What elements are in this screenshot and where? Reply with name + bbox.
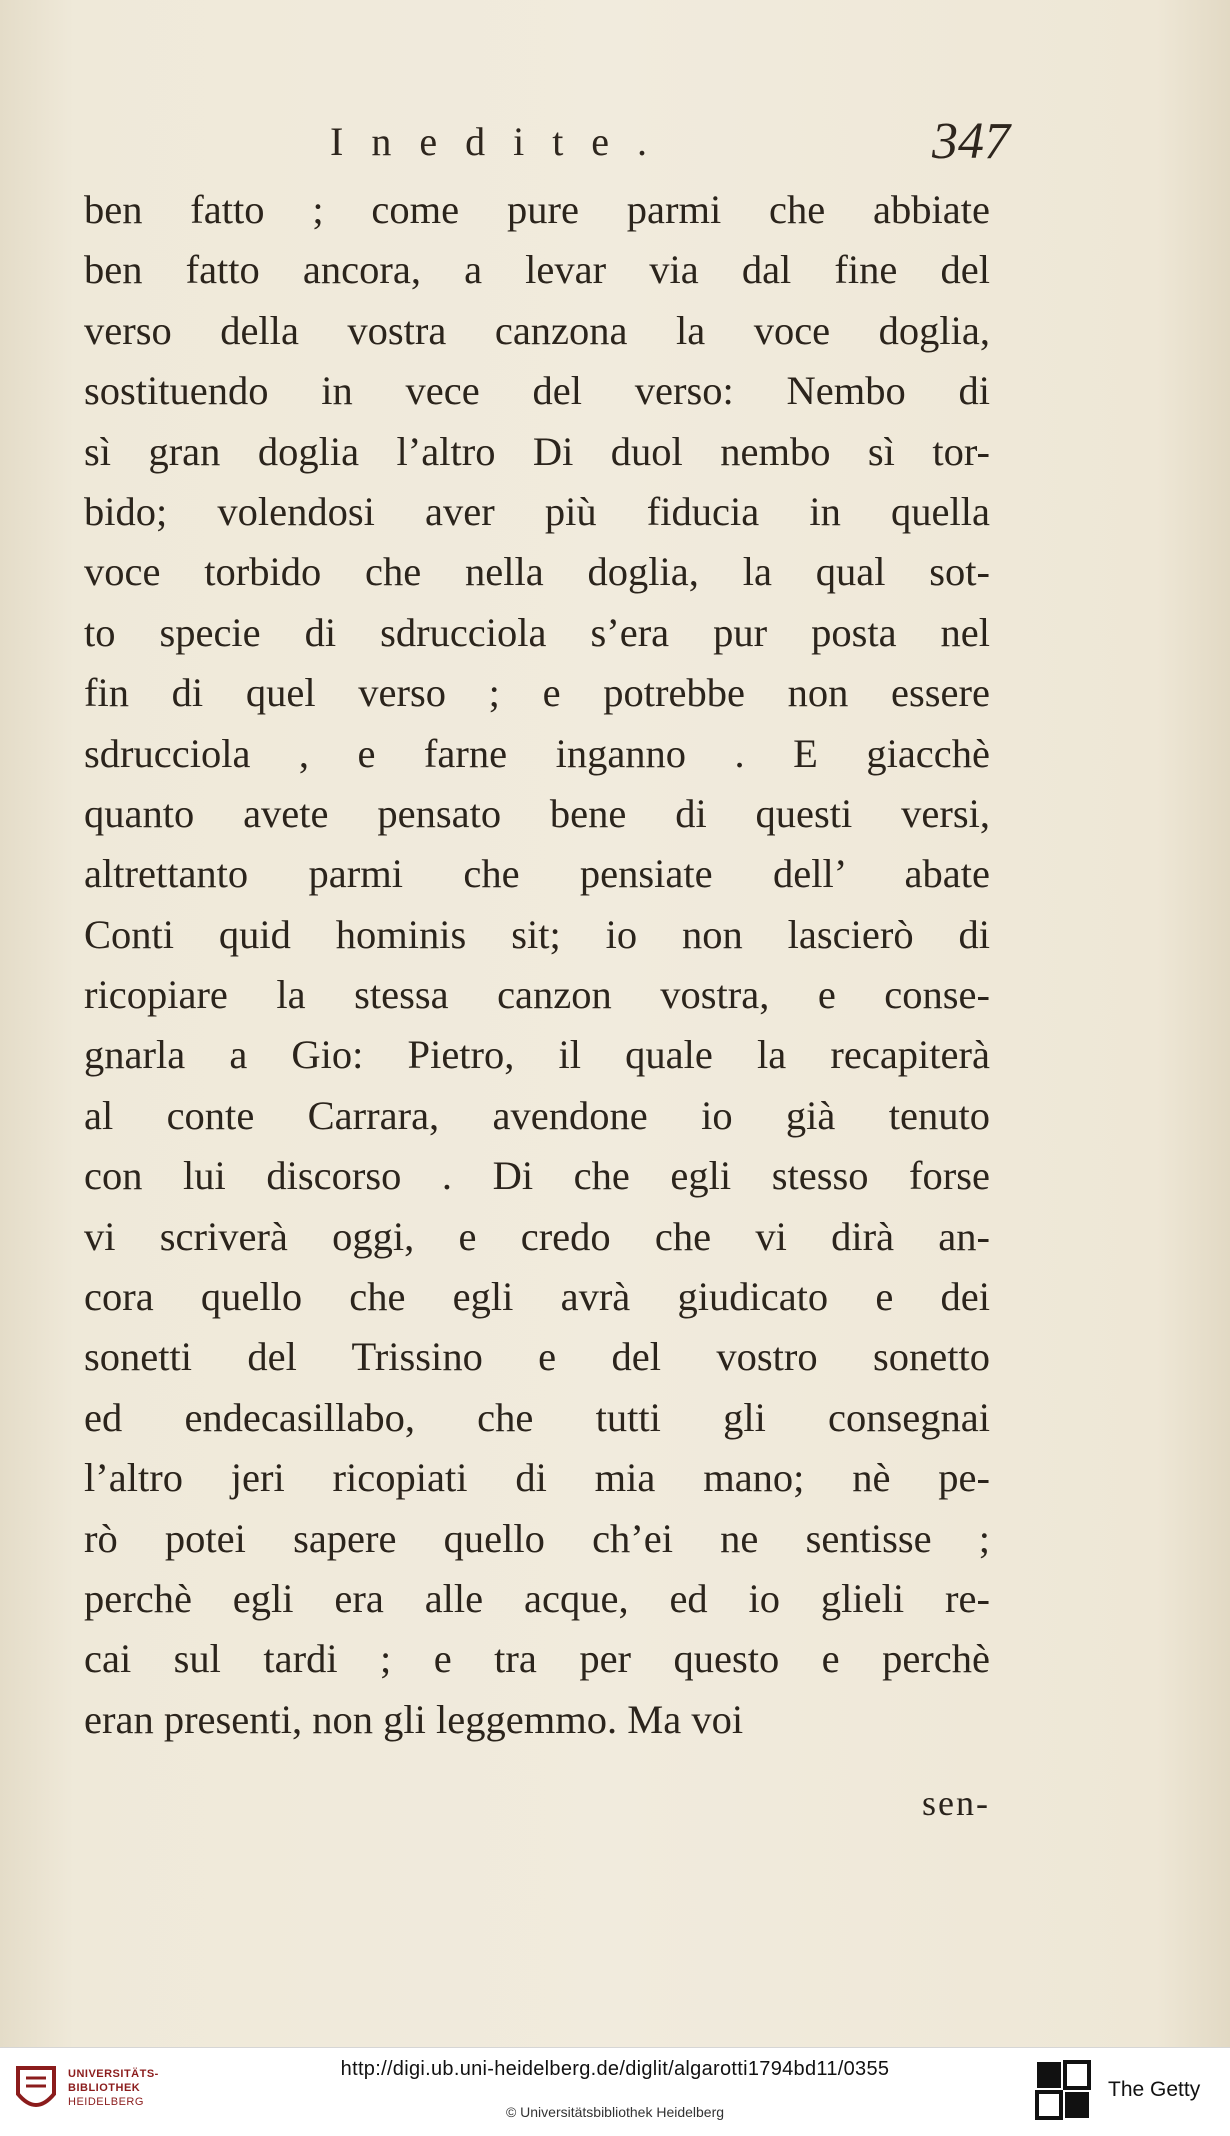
catchword: sen- bbox=[922, 1783, 990, 1823]
text-line: vi scriverà oggi, e credo che vi dirà an- bbox=[84, 1213, 990, 1259]
library-name-line3: HEIDELBERG bbox=[68, 2096, 144, 2108]
text-line: ben fatto ; come pure parmi che abbiate bbox=[84, 187, 990, 232]
text-line: ed endecasillabo, che tutti gli consegnai bbox=[84, 1394, 990, 1440]
text-line: Conti quid hominis sit; io non lascierò di bbox=[84, 911, 990, 957]
text-line: rò potei sapere quello ch’ei ne sentisse ; bbox=[84, 1515, 990, 1561]
text-line: quanto avete pensato bene di questi versi, bbox=[84, 790, 990, 836]
running-title: Inedite. bbox=[330, 119, 676, 164]
text-line: altrettanto parmi che pensiate dell’ abate bbox=[84, 851, 990, 897]
getty-name: The Getty bbox=[1108, 2078, 1201, 2101]
text-line: sì gran doglia l’altro Di duol nembo sì tor- bbox=[84, 428, 990, 474]
text-line: al conte Carrara, avendone io già tenuto bbox=[84, 1092, 990, 1138]
text-line: verso della vostra canzona la voce doglia, bbox=[84, 307, 990, 353]
text-line: sostituendo in vece del verso: Nembo di bbox=[84, 368, 990, 414]
page-number: 347 bbox=[932, 113, 1010, 170]
footer-bar bbox=[0, 2047, 1230, 2136]
copyright-notice: © Universitätsbibliothek Heidelberg bbox=[505, 2104, 725, 2120]
text-line: sdrucciola , e farne inganno . E giacchè bbox=[84, 730, 990, 776]
body-text bbox=[84, 180, 990, 1750]
text-line: ben fatto ancora, a levar via dal fine del bbox=[84, 247, 990, 293]
text-line: gnarla a Gio: Pietro, il quale la recapiterà bbox=[84, 1032, 990, 1078]
text-line: to specie di sdrucciola s’era pur posta nel bbox=[84, 609, 990, 655]
text-line: ricopiare la stessa canzon vostra, e conse- bbox=[84, 972, 990, 1018]
getty-logo-icon[interactable] bbox=[1035, 2060, 1093, 2120]
permalink-url[interactable]: http://digi.ub.uni-heidelberg.de/diglit/algarotti1794bd11/0355 bbox=[340, 2058, 890, 2080]
library-name-line2: BIBLIOTHEK bbox=[68, 2082, 141, 2094]
text-line: bido; volendosi aver più fiducia in quella bbox=[84, 488, 990, 534]
text-line: cora quello che egli avrà giudicato e dei bbox=[84, 1274, 990, 1320]
text-line: voce torbido che nella doglia, la qual sot- bbox=[84, 549, 990, 595]
text-line: cai sul tardi ; e tra per questo e perchè bbox=[84, 1636, 990, 1682]
page-header bbox=[330, 112, 1010, 182]
text-line: con lui discorso . Di che egli stesso forse bbox=[84, 1153, 990, 1199]
text-line: sonetti del Trissino e del vostro sonetto bbox=[84, 1334, 990, 1380]
text-line: eran presenti, non gli leggemmo. Ma voi bbox=[84, 1696, 744, 1742]
text-line: fin di quel verso ; e potrebbe non essere bbox=[84, 670, 990, 716]
library-name-line1: UNIVERSITÄTS- bbox=[68, 2068, 159, 2080]
text-line: perchè egli era alle acque, ed io glieli re- bbox=[84, 1575, 990, 1621]
text-line: l’altro jeri ricopiati di mia mano; nè pe- bbox=[84, 1455, 990, 1501]
